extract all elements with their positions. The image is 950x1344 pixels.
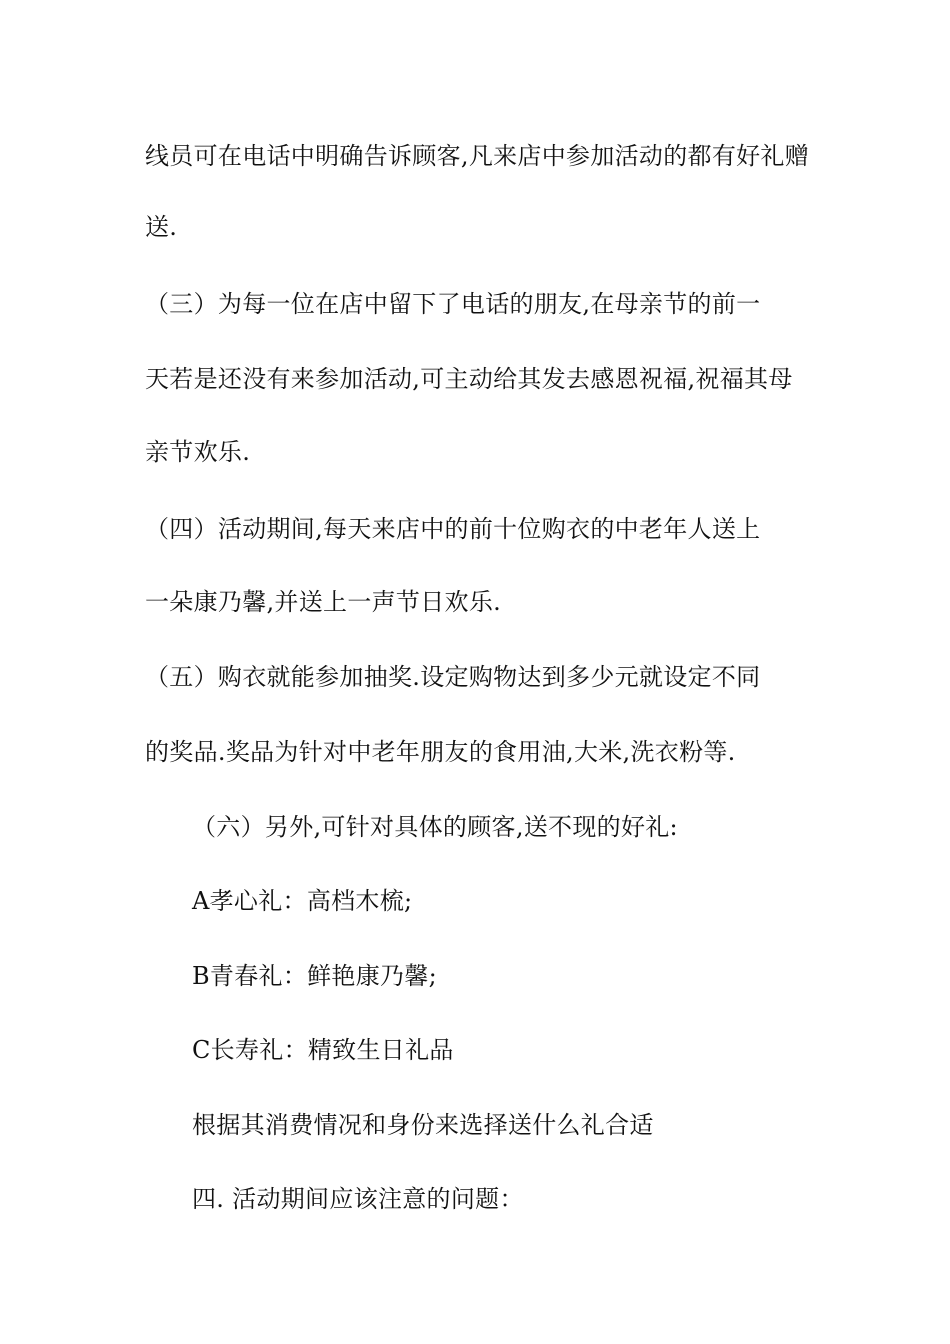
- text-line-2: 送.: [145, 213, 178, 241]
- paragraph-six-line: （六）另外,可针对具体的顾客,送不现的好礼:: [192, 813, 678, 841]
- gift-selection-note: 根据其消费情况和身份来选择送什么礼合适: [192, 1111, 654, 1139]
- gift-item-c: C长寿礼：精致生日礼品: [192, 1036, 454, 1064]
- paragraph-five-line-2: 的奖品.奖品为针对中老年朋友的食用油,大米,洗衣粉等.: [145, 738, 736, 766]
- paragraph-three-line-2: 天若是还没有来参加活动,可主动给其发去感恩祝福,祝福其母: [145, 365, 793, 393]
- paragraph-four-line-1: （四）活动期间,每天来店中的前十位购衣的中老年人送上: [145, 515, 761, 543]
- paragraph-three-line-3: 亲节欢乐.: [145, 438, 251, 466]
- section-four-heading: 四. 活动期间应该注意的问题：: [192, 1185, 524, 1213]
- gift-item-a: A孝心礼：高档木梳;: [192, 887, 413, 915]
- paragraph-five-line-1: （五）购衣就能参加抽奖.设定购物达到多少元就设定不同: [145, 663, 761, 691]
- gift-item-b: B青春礼：鲜艳康乃馨;: [192, 962, 438, 990]
- paragraph-three-line-1: （三）为每一位在店中留下了电话的朋友,在母亲节的前一: [145, 290, 761, 318]
- text-line-1: 线员可在电话中明确告诉顾客,凡来店中参加活动的都有好礼赠: [145, 142, 810, 170]
- paragraph-four-line-2: 一朵康乃馨,并送上一声节日欢乐.: [145, 588, 502, 616]
